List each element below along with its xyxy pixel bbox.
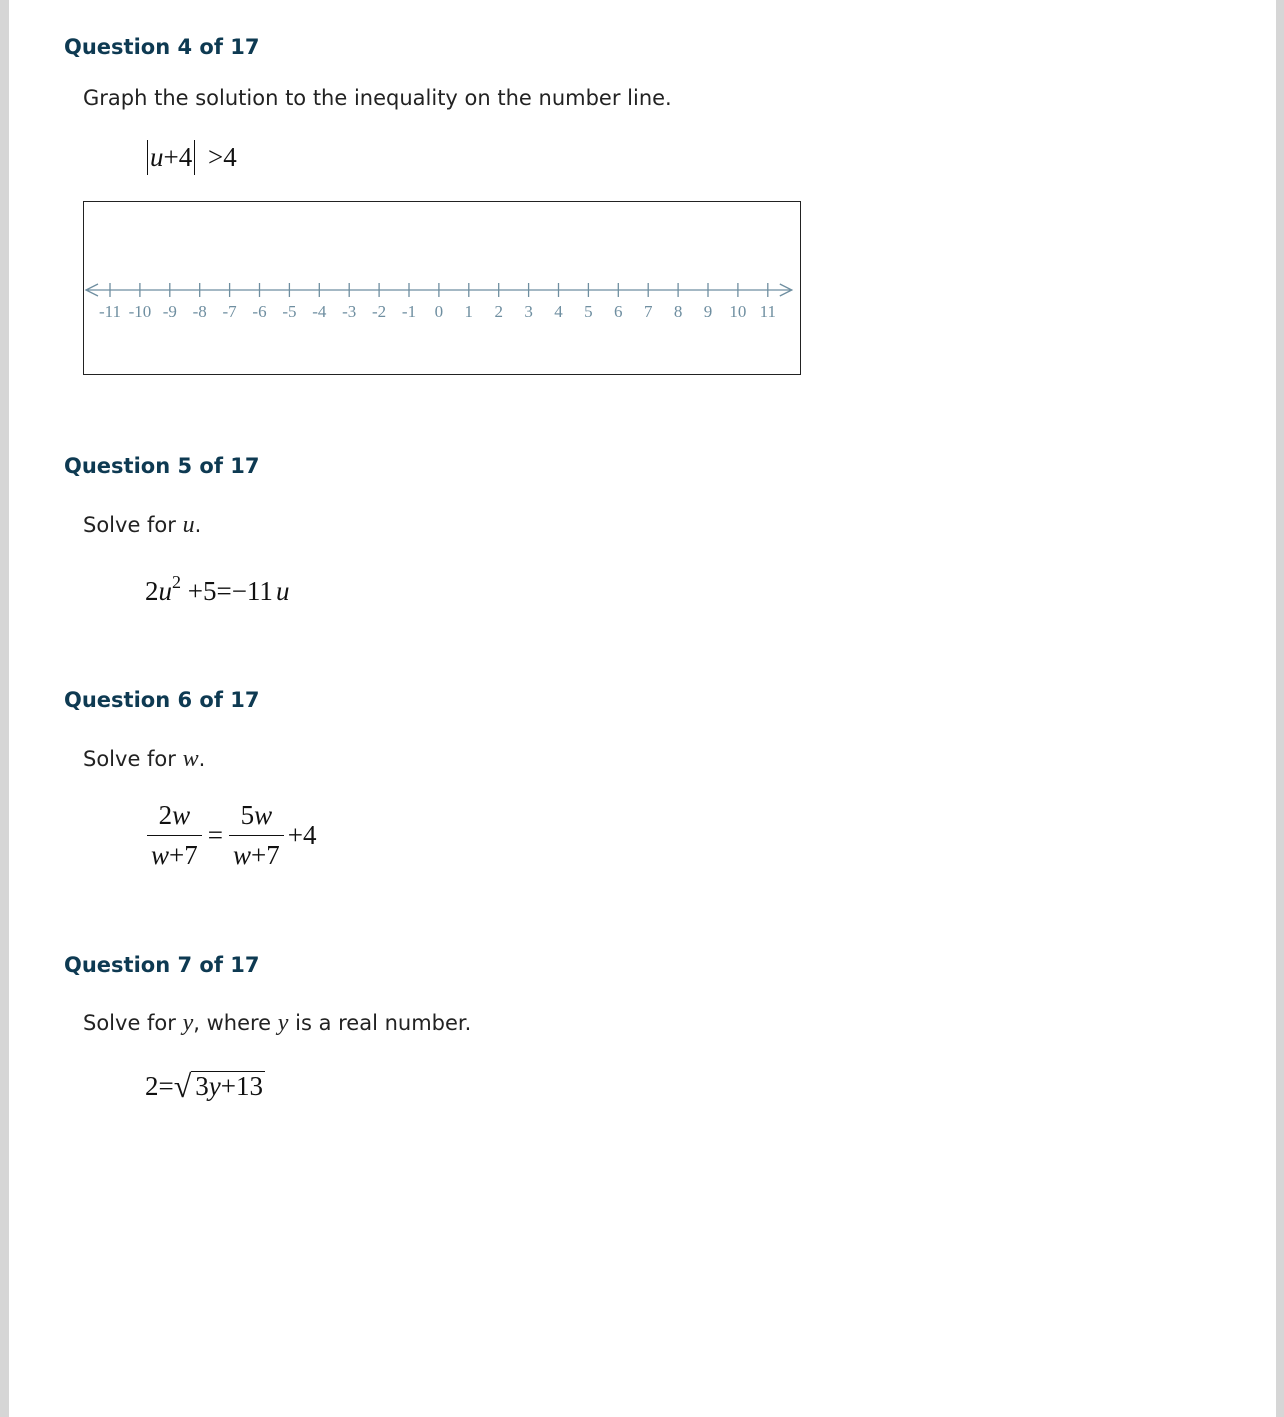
question-4-inequality <box>147 140 237 175</box>
left-den-rest: +7 <box>169 840 198 870</box>
right-den-rest: +7 <box>251 840 280 870</box>
question-5-equation <box>145 574 289 607</box>
right-den-var: w <box>232 840 251 870</box>
number-line-tick-label: -9 <box>162 302 177 321</box>
right-fraction <box>229 800 284 871</box>
prompt-variable: u <box>182 512 195 538</box>
number-line[interactable] <box>84 202 800 374</box>
number-line-tick-label: 3 <box>524 302 533 321</box>
eq-coefficient: 2 <box>145 576 159 606</box>
rad-coef: 3 <box>195 1071 209 1101</box>
number-line-tick-label: -11 <box>98 302 122 321</box>
question-7-prompt <box>83 1010 471 1037</box>
prompt-middle: , where <box>193 1011 278 1035</box>
prompt-prefix: Solve for <box>83 1011 183 1035</box>
page-left-edge <box>0 0 9 1417</box>
tail-term: +4 <box>287 820 317 850</box>
number-line-tick-label: 7 <box>643 302 653 321</box>
question-4-title: Question 4 of 17 <box>64 35 260 59</box>
question-5-title: Question 5 of 17 <box>64 454 260 478</box>
rad-var: y <box>208 1071 221 1101</box>
number-line-tick-label: 8 <box>673 302 683 321</box>
prompt-suffix: . <box>198 747 206 771</box>
prompt-variable: w <box>182 746 199 772</box>
number-line-tick-label: -8 <box>192 302 207 321</box>
number-line-tick-label: 9 <box>703 302 713 321</box>
number-line-tick-label: -7 <box>222 302 237 321</box>
graph-area[interactable] <box>83 201 801 375</box>
number-line-tick-label: 11 <box>759 302 776 321</box>
question-7-equation <box>145 1066 265 1103</box>
inequality-rhs: >4 <box>207 142 237 172</box>
question-5-prompt <box>83 512 201 539</box>
number-line-tick-label: -4 <box>312 302 327 321</box>
number-line-tick-label: -10 <box>128 302 152 321</box>
number-line-tick-label: -5 <box>282 302 297 321</box>
number-line-tick-label: 10 <box>729 302 747 321</box>
eq-exponent: 2 <box>172 572 181 592</box>
inequality-variable: u <box>150 142 164 172</box>
prompt-prefix: Solve for <box>83 747 183 771</box>
eq-middle: +5=−11 <box>181 576 273 606</box>
prompt-variable-2: y <box>277 1010 289 1036</box>
prompt-variable: y <box>182 1010 194 1036</box>
question-6-prompt <box>83 746 205 773</box>
inequality-plus-term: +4 <box>163 142 193 172</box>
radicand <box>191 1071 265 1102</box>
right-num-var: w <box>254 800 273 830</box>
number-line-tick-label: -1 <box>401 302 417 321</box>
question-4-prompt: Graph the solution to the inequality on the number line. <box>83 86 672 110</box>
number-line-tick-label: -2 <box>372 302 387 321</box>
left-num-var: w <box>172 800 191 830</box>
number-line-tick-label: 6 <box>614 302 623 321</box>
left-fraction <box>147 800 202 871</box>
page-right-edge <box>1276 0 1284 1417</box>
rad-rest: +13 <box>220 1071 264 1101</box>
question-6-title: Question 6 of 17 <box>64 688 260 712</box>
number-line-tick-label: 1 <box>464 302 474 321</box>
left-den-var: w <box>151 840 170 870</box>
prompt-suffix: is a real number. <box>288 1011 472 1035</box>
prompt-prefix: Solve for <box>83 513 183 537</box>
left-num-coef: 2 <box>158 800 173 830</box>
question-6-equation <box>147 800 316 871</box>
eq-lhs: 2= <box>145 1071 174 1101</box>
sqrt-symbol: √ <box>173 1068 192 1104</box>
right-num-coef: 5 <box>240 800 255 830</box>
number-line-tick-label: 5 <box>584 302 593 321</box>
question-7-title: Question 7 of 17 <box>64 953 260 977</box>
prompt-suffix: . <box>194 513 202 537</box>
number-line-tick-label: -3 <box>342 302 357 321</box>
eq-variable: u <box>158 576 172 606</box>
equals-sign: = <box>207 820 223 850</box>
number-line-tick-label: 0 <box>434 302 444 321</box>
number-line-tick-label: 2 <box>494 302 503 321</box>
eq-variable-2: u <box>275 576 290 606</box>
number-line-tick-label: -6 <box>252 302 267 321</box>
number-line-tick-label: 4 <box>554 302 563 321</box>
